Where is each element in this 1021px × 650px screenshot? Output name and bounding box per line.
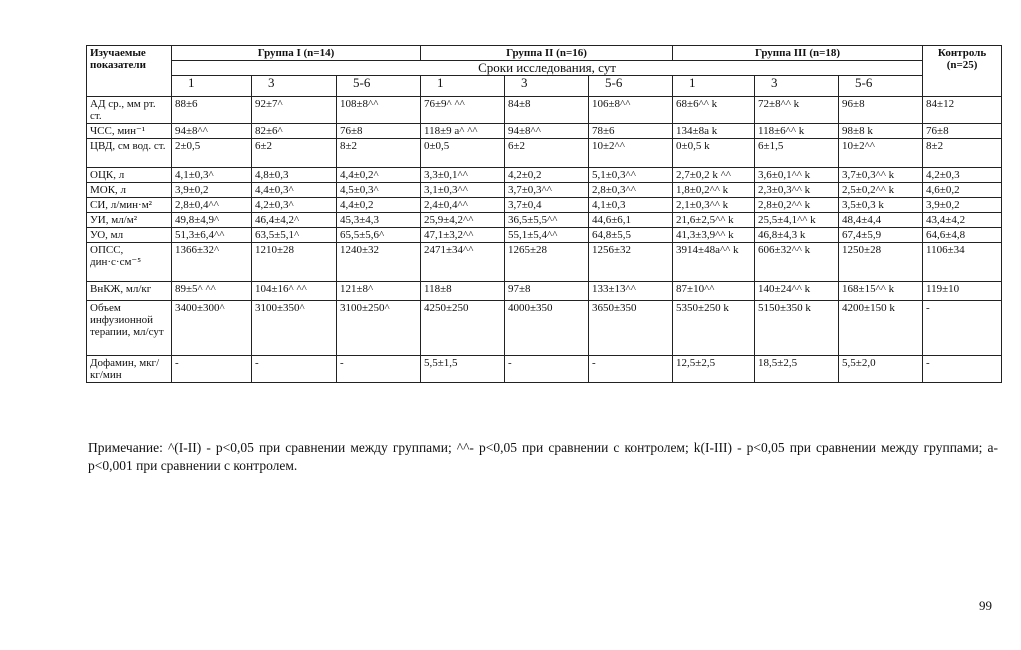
table-cell: 10±2^^	[839, 139, 923, 168]
table-cell: 133±13^^	[589, 282, 673, 301]
table-cell: 88±6	[172, 97, 252, 124]
table-cell: 84±12	[923, 97, 1002, 124]
table-cell: 8±2	[337, 139, 421, 168]
table-cell: 3914±48a^^ k	[673, 243, 755, 282]
table-cell: 3650±350	[589, 301, 673, 356]
day-header: 1	[421, 76, 505, 97]
table-cell: 118±9 a^ ^^	[421, 124, 505, 139]
table-cell: 4,2±0,3^	[252, 198, 337, 213]
table-cell: 1210±28	[252, 243, 337, 282]
row-label: УИ, мл/м²	[87, 213, 172, 228]
table-cell: 44,6±6,1	[589, 213, 673, 228]
table-cell: 10±2^^	[589, 139, 673, 168]
table-cell: 2,8±0,3^^	[589, 183, 673, 198]
page-number: 99	[979, 598, 992, 613]
table-cell: 41,3±3,9^^ k	[673, 228, 755, 243]
table-row	[87, 301, 1002, 356]
table-cell: 606±32^^ k	[755, 243, 839, 282]
table-cell: 76±9^ ^^	[421, 97, 505, 124]
periods-header: Сроки исследования, сут	[172, 61, 923, 76]
day-header: 5-6	[589, 76, 673, 97]
table-cell: 119±10	[923, 282, 1002, 301]
table-cell: 97±8	[505, 282, 589, 301]
table-cell: 92±7^	[252, 97, 337, 124]
row-label: СИ, л/мин·м²	[87, 198, 172, 213]
table-cell: 1106±34	[923, 243, 1002, 282]
table-cell: 4,4±0,2^	[337, 168, 421, 183]
table-cell: 140±24^^ k	[755, 282, 839, 301]
table-cell: 46,4±4,2^	[252, 213, 337, 228]
table-row	[87, 124, 1002, 139]
table-cell: 2,3±0,3^^ k	[755, 183, 839, 198]
table-cell: 108±8^^	[337, 97, 421, 124]
table-cell: 4,5±0,3^	[337, 183, 421, 198]
table-row	[87, 97, 1002, 124]
table-cell: 4000±350	[505, 301, 589, 356]
table-cell: 5350±250 k	[673, 301, 755, 356]
table-cell: 3,9±0,2	[923, 198, 1002, 213]
table-cell: 25,5±4,1^^ k	[755, 213, 839, 228]
table-row	[87, 282, 1002, 301]
table-cell: 5150±350 k	[755, 301, 839, 356]
table-cell: 121±8^	[337, 282, 421, 301]
table-cell: 2471±34^^	[421, 243, 505, 282]
row-label: ОЦК, л	[87, 168, 172, 183]
table-row	[87, 243, 1002, 282]
table-cell: 12,5±2,5	[673, 356, 755, 383]
table-cell: 4,1±0,3^	[172, 168, 252, 183]
group3-header: Группа III (n=18)	[673, 46, 923, 61]
table-cell: 98±8 k	[839, 124, 923, 139]
table-cell: -	[172, 356, 252, 383]
row-label: УО, мл	[87, 228, 172, 243]
table-cell: 21,6±2,5^^ k	[673, 213, 755, 228]
day-header: 1	[172, 76, 252, 97]
table-cell: 2,1±0,3^^ k	[673, 198, 755, 213]
day-header: 1	[673, 76, 755, 97]
group1-header: Группа I (n=14)	[172, 46, 421, 61]
table-cell: 3,1±0,3^^	[421, 183, 505, 198]
table-cell: -	[923, 301, 1002, 356]
table-cell: 4,8±0,3	[252, 168, 337, 183]
table-cell: 5,5±2,0	[839, 356, 923, 383]
table-cell: 3,6±0,1^^ k	[755, 168, 839, 183]
table-cell: -	[252, 356, 337, 383]
table-cell: 134±8a k	[673, 124, 755, 139]
day-header: 3	[505, 76, 589, 97]
table-cell: 96±8	[839, 97, 923, 124]
table-cell: 106±8^^	[589, 97, 673, 124]
table-cell: 3100±350^	[252, 301, 337, 356]
indicators-header: Изучаемые показатели	[87, 46, 172, 97]
row-label: ЦВД, см вод. ст.	[87, 139, 172, 168]
table-row	[87, 198, 1002, 213]
row-label: АД ср., мм рт. ст.	[87, 97, 172, 124]
table-cell: 2,8±0,4^^	[172, 198, 252, 213]
row-label: ОПСС, дин·с·см⁻⁵	[87, 243, 172, 282]
table-cell: 4,4±0,3^	[252, 183, 337, 198]
table-cell: 84±8	[505, 97, 589, 124]
table-cell: 2,8±0,2^^ k	[755, 198, 839, 213]
table-cell: 25,9±4,2^^	[421, 213, 505, 228]
results-table	[86, 45, 1002, 383]
table-cell: 2,7±0,2 k ^^	[673, 168, 755, 183]
table-cell: 45,3±4,3	[337, 213, 421, 228]
row-label: Объем инфузионной терапии, мл/сут	[87, 301, 172, 356]
table-cell: 5,1±0,3^^	[589, 168, 673, 183]
table-cell: 1256±32	[589, 243, 673, 282]
table-cell: 94±8^^	[505, 124, 589, 139]
table-cell: 6±2	[252, 139, 337, 168]
table-cell: -	[589, 356, 673, 383]
table-cell: 3100±250^	[337, 301, 421, 356]
table-cell: 64,8±5,5	[589, 228, 673, 243]
table-cell: 76±8	[923, 124, 1002, 139]
table-cell: 48,4±4,4	[839, 213, 923, 228]
day-header: 3	[755, 76, 839, 97]
table-cell: 4,6±0,2	[923, 183, 1002, 198]
table-cell: 36,5±5,5^^	[505, 213, 589, 228]
row-label: Дофамин, мкг/кг/мин	[87, 356, 172, 383]
table-cell: 118±6^^ k	[755, 124, 839, 139]
table-cell: 3400±300^	[172, 301, 252, 356]
table-row	[87, 168, 1002, 183]
table-cell: 4,2±0,2	[505, 168, 589, 183]
table-cell: 87±10^^	[673, 282, 755, 301]
table-cell: 89±5^ ^^	[172, 282, 252, 301]
table-cell: 6±2	[505, 139, 589, 168]
table-cell: 3,3±0,1^^	[421, 168, 505, 183]
row-label: ВнКЖ, мл/кг	[87, 282, 172, 301]
table-cell: 0±0,5	[421, 139, 505, 168]
table-cell: 4,2±0,3	[923, 168, 1002, 183]
table-cell: 49,8±4,9^	[172, 213, 252, 228]
control-header: Контроль (n=25)	[923, 46, 1002, 97]
group2-header: Группа II (n=16)	[421, 46, 673, 61]
table-cell: 8±2	[923, 139, 1002, 168]
table-cell: 72±8^^ k	[755, 97, 839, 124]
table-row	[87, 356, 1002, 383]
table-cell: 2,4±0,4^^	[421, 198, 505, 213]
table-cell: 2,5±0,2^^ k	[839, 183, 923, 198]
table-cell: 3,7±0,4	[505, 198, 589, 213]
table-cell: 3,9±0,2	[172, 183, 252, 198]
table-cell: 0±0,5 k	[673, 139, 755, 168]
table-cell: 1366±32^	[172, 243, 252, 282]
day-header: 3	[252, 76, 337, 97]
table-cell: 82±6^	[252, 124, 337, 139]
table-cell: 3,7±0,3^^ k	[839, 168, 923, 183]
table-cell: 67,4±5,9	[839, 228, 923, 243]
table-cell: 51,3±6,4^^	[172, 228, 252, 243]
table-cell: 55,1±5,4^^	[505, 228, 589, 243]
table-cell: 18,5±2,5	[755, 356, 839, 383]
table-cell: 1,8±0,2^^ k	[673, 183, 755, 198]
table-cell: 5,5±1,5	[421, 356, 505, 383]
table-note: Примечание: ^(I-II) - р<0,05 при сравнении между группами; ^^- р<0,05 при сравнении с контролем; k(I-III) - р<0,05 при сравнении между группами; a- р<0,001 при сравнении с контролем.	[88, 440, 998, 473]
table-cell: 64,6±4,8	[923, 228, 1002, 243]
table-cell: 118±8	[421, 282, 505, 301]
table-cell: 1265±28	[505, 243, 589, 282]
table-row	[87, 213, 1002, 228]
table-cell: 76±8	[337, 124, 421, 139]
table-row	[87, 183, 1002, 198]
day-header: 5-6	[839, 76, 923, 97]
table-cell: 3,7±0,3^^	[505, 183, 589, 198]
row-label: ЧСС, мин⁻¹	[87, 124, 172, 139]
table-cell: -	[923, 356, 1002, 383]
table-cell: 63,5±5,1^	[252, 228, 337, 243]
table-cell: 46,8±4,3 k	[755, 228, 839, 243]
table-cell: 6±1,5	[755, 139, 839, 168]
table-cell: 43,4±4,2	[923, 213, 1002, 228]
table-cell: 94±8^^	[172, 124, 252, 139]
table-cell: 47,1±3,2^^	[421, 228, 505, 243]
table-cell: 168±15^^ k	[839, 282, 923, 301]
table-cell: 1250±28	[839, 243, 923, 282]
table-cell: 104±16^ ^^	[252, 282, 337, 301]
row-label: МОК, л	[87, 183, 172, 198]
table-cell: 4,4±0,2	[337, 198, 421, 213]
day-header: 5-6	[337, 76, 421, 97]
table-cell: -	[505, 356, 589, 383]
table-cell: 78±6	[589, 124, 673, 139]
table-cell: 68±6^^ k	[673, 97, 755, 124]
table-cell: 65,5±5,6^	[337, 228, 421, 243]
table-cell: 4250±250	[421, 301, 505, 356]
table-cell: 1240±32	[337, 243, 421, 282]
table-row	[87, 228, 1002, 243]
table-cell: 4200±150 k	[839, 301, 923, 356]
table-cell: 3,5±0,3 k	[839, 198, 923, 213]
table-cell: 2±0,5	[172, 139, 252, 168]
table-row	[87, 139, 1002, 168]
table-cell: 4,1±0,3	[589, 198, 673, 213]
table-cell: -	[337, 356, 421, 383]
